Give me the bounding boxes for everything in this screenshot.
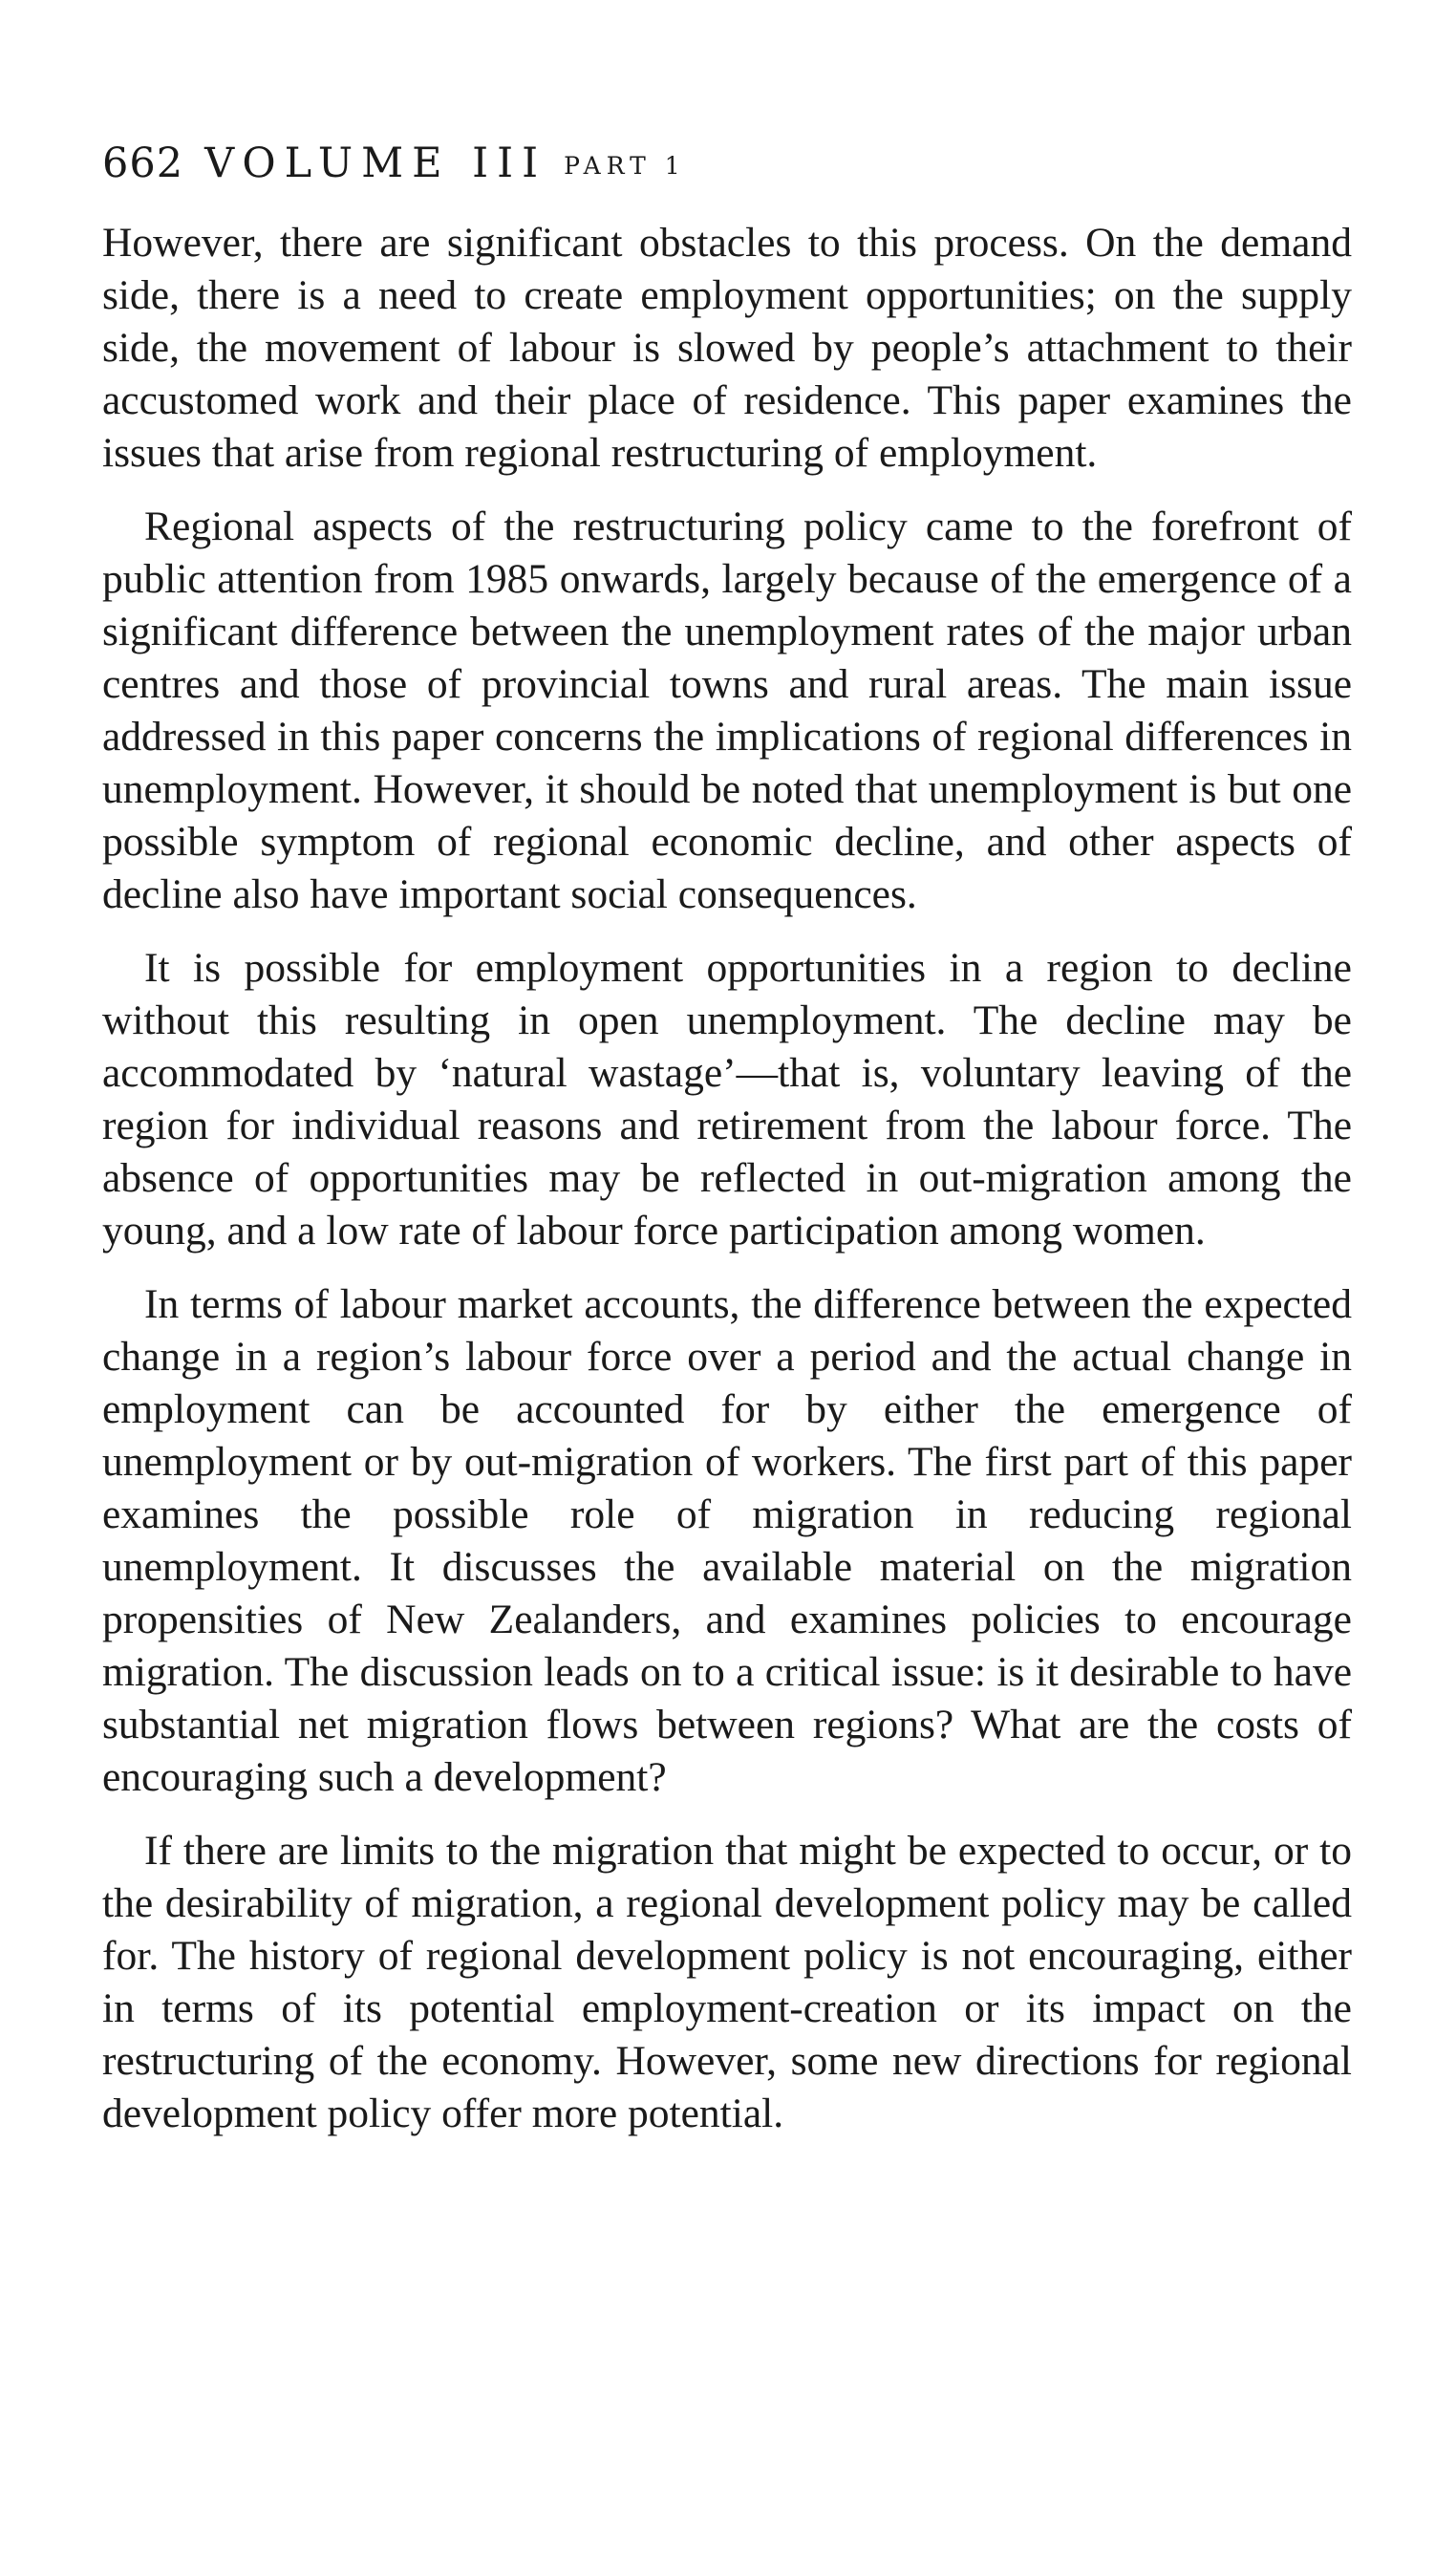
part-label: PART 1 bbox=[564, 152, 686, 180]
paragraph-5: If there are limits to the migration that might be expected to occur, or to the desirability of migration, a regional development policy may be called for. The history of regional development policy is not encouraging, either in terms of its potential employment-creation or its impact on the restructuring of the economy. However, some new directions for regional development policy offer more potential. bbox=[102, 1828, 1352, 2136]
body-text bbox=[102, 217, 1352, 2140]
document-page bbox=[102, 139, 1352, 2161]
running-head bbox=[102, 139, 1352, 187]
paragraph-1: However, there are significant obstacles to this process. On the demand side, there is a need to create employment opportunities; on the supply side, the movement of labour is slowed by people’s attachment to their accustomed work and their place of residence. This paper examines the issues that arise from regional restructuring of employment. bbox=[102, 220, 1352, 476]
paragraph-3: It is possible for employment opportunities in a region to decline without this resulting in open unemployment. The decline may be accommodated by ‘natural wastage’—that is, voluntary leaving of the region for individual reasons and retirement from the labour force. The absence of opportunities may be reflected in out-migration among the young, and a low rate of labour force participation among women. bbox=[102, 945, 1352, 1254]
paragraph-2: Regional aspects of the restructuring policy came to the forefront of public attention from 1985 onwards, largely because of the emergence of a significant difference between the unemployment rates of the major urban centres and those of provincial towns and rural areas. The main issue addressed in this paper concerns the implications of regional differences in unemployment. However, it should be noted that unemployment is but one possible symptom of regional economic decline, and other aspects of decline also have important social consequences. bbox=[102, 504, 1352, 917]
volume-label: VOLUME III bbox=[204, 139, 547, 187]
paragraph-4: In terms of labour market accounts, the difference between the expected change in a region’s labour force over a period and the actual change in employment can be accounted for by either the emergence of unemployment or by out-migration of workers. The first part of this paper examines the possible role of migration in reducing regional unemployment. It discusses the available material on the migration propensities of New Zealanders, and examines policies to encourage migration. The discussion leads on to a critical issue: is it desirable to have substantial net migration flows between regions? What are the costs of encouraging such a development? bbox=[102, 1281, 1352, 1800]
page-number: 662 bbox=[102, 139, 184, 187]
